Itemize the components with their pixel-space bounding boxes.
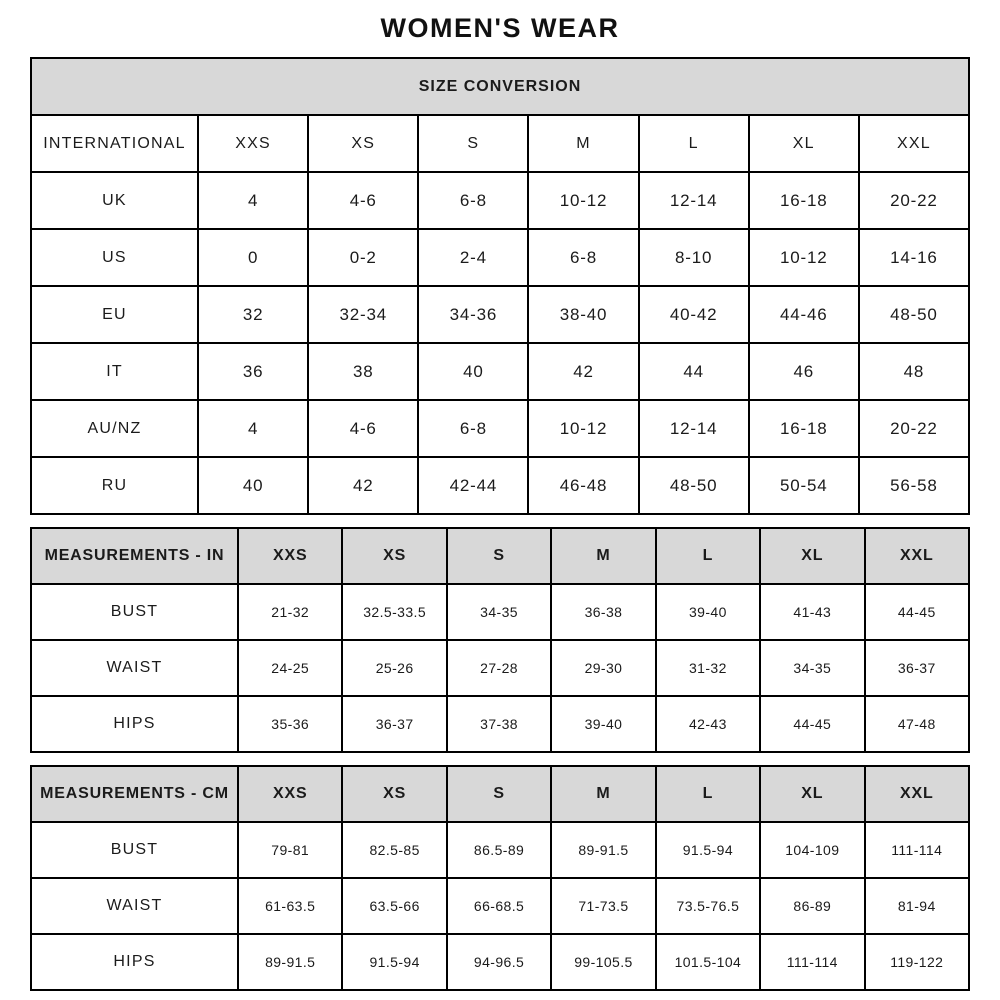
cell-value: 86.5-89 xyxy=(447,822,551,878)
table-row xyxy=(31,343,969,400)
cell-value: 12-14 xyxy=(639,400,749,457)
cell-value: 4-6 xyxy=(308,400,418,457)
column-header: L xyxy=(656,528,760,584)
cell-value: 32-34 xyxy=(308,286,418,343)
row-label: WAIST xyxy=(31,878,238,934)
cell-value: 99-105.5 xyxy=(551,934,655,990)
column-header: S xyxy=(447,766,551,822)
cell-value: 48-50 xyxy=(859,286,969,343)
row-label: AU/NZ xyxy=(31,400,198,457)
cell-value: 16-18 xyxy=(749,172,859,229)
cell-value: 56-58 xyxy=(859,457,969,514)
cell-value: 89-91.5 xyxy=(551,822,655,878)
table-row xyxy=(31,696,969,752)
measurements-in-section xyxy=(30,527,970,753)
cell-value: 31-32 xyxy=(656,640,760,696)
cell-value: 42 xyxy=(528,343,638,400)
cell-value: 39-40 xyxy=(656,584,760,640)
cell-value: 73.5-76.5 xyxy=(656,878,760,934)
measurements-cm-section xyxy=(30,765,970,991)
cell-value: 89-91.5 xyxy=(238,934,342,990)
cell-value: 2-4 xyxy=(418,229,528,286)
header-row xyxy=(31,766,969,822)
column-header: XXS xyxy=(198,115,308,172)
table-header-label: MEASUREMENTS - IN xyxy=(31,528,238,584)
row-label: EU xyxy=(31,286,198,343)
cell-value: 10-12 xyxy=(528,172,638,229)
cell-value: 42-43 xyxy=(656,696,760,752)
cell-value: 6-8 xyxy=(418,172,528,229)
cell-value: 42 xyxy=(308,457,418,514)
row-label: HIPS xyxy=(31,934,238,990)
cell-value: 44-46 xyxy=(749,286,859,343)
cell-value: 12-14 xyxy=(639,172,749,229)
row-label: BUST xyxy=(31,822,238,878)
cell-value: 79-81 xyxy=(238,822,342,878)
cell-value: 36 xyxy=(198,343,308,400)
table-row xyxy=(31,229,969,286)
page-title: WOMEN'S WEAR xyxy=(380,13,620,43)
column-header: XXS xyxy=(238,528,342,584)
column-header: XXL xyxy=(859,115,969,172)
table-row xyxy=(31,878,969,934)
table-row xyxy=(31,457,969,514)
cell-value: 6-8 xyxy=(418,400,528,457)
cell-value: 47-48 xyxy=(865,696,969,752)
cell-value: 44-45 xyxy=(760,696,864,752)
cell-value: 36-38 xyxy=(551,584,655,640)
column-header: M xyxy=(551,528,655,584)
row-label: RU xyxy=(31,457,198,514)
cell-value: 27-28 xyxy=(447,640,551,696)
cell-value: 111-114 xyxy=(760,934,864,990)
cell-value: 91.5-94 xyxy=(656,822,760,878)
cell-value: 36-37 xyxy=(342,696,446,752)
measurements-cm-table xyxy=(30,765,970,991)
cell-value: 6-8 xyxy=(528,229,638,286)
cell-value: 10-12 xyxy=(528,400,638,457)
row-label: UK xyxy=(31,172,198,229)
cell-value: 39-40 xyxy=(551,696,655,752)
column-header: XL xyxy=(760,528,864,584)
cell-value: 4 xyxy=(198,172,308,229)
cell-value: 37-38 xyxy=(447,696,551,752)
table-row xyxy=(31,584,969,640)
column-header: M xyxy=(528,115,638,172)
column-header: XL xyxy=(760,766,864,822)
cell-value: 32.5-33.5 xyxy=(342,584,446,640)
cell-value: 34-36 xyxy=(418,286,528,343)
cell-value: 41-43 xyxy=(760,584,864,640)
column-header: XS xyxy=(308,115,418,172)
row-label: WAIST xyxy=(31,640,238,696)
row-label: BUST xyxy=(31,584,238,640)
cell-value: 91.5-94 xyxy=(342,934,446,990)
table-row xyxy=(31,822,969,878)
measurements-in-table xyxy=(30,527,970,753)
cell-value: 4 xyxy=(198,400,308,457)
cell-value: 101.5-104 xyxy=(656,934,760,990)
cell-value: 34-35 xyxy=(760,640,864,696)
header-row xyxy=(31,528,969,584)
row-label: US xyxy=(31,229,198,286)
cell-value: 44-45 xyxy=(865,584,969,640)
column-header: XL xyxy=(749,115,859,172)
cell-value: 4-6 xyxy=(308,172,418,229)
cell-value: 21-32 xyxy=(238,584,342,640)
cell-value: 81-94 xyxy=(865,878,969,934)
cell-value: 8-10 xyxy=(639,229,749,286)
table-title: SIZE CONVERSION xyxy=(31,58,969,115)
table-row xyxy=(31,934,969,990)
cell-value: 71-73.5 xyxy=(551,878,655,934)
cell-value: 32 xyxy=(198,286,308,343)
cell-value: 63.5-66 xyxy=(342,878,446,934)
cell-value: 46 xyxy=(749,343,859,400)
cell-value: 16-18 xyxy=(749,400,859,457)
size-conversion-table xyxy=(30,57,970,515)
cell-value: 40 xyxy=(198,457,308,514)
table-row xyxy=(31,286,969,343)
table-header-label: MEASUREMENTS - CM xyxy=(31,766,238,822)
row-label: HIPS xyxy=(31,696,238,752)
column-header: L xyxy=(656,766,760,822)
column-header: S xyxy=(447,528,551,584)
cell-value: 29-30 xyxy=(551,640,655,696)
cell-value: 38 xyxy=(308,343,418,400)
table-header-label: INTERNATIONAL xyxy=(31,115,198,172)
cell-value: 40 xyxy=(418,343,528,400)
cell-value: 0 xyxy=(198,229,308,286)
cell-value: 10-12 xyxy=(749,229,859,286)
cell-value: 40-42 xyxy=(639,286,749,343)
cell-value: 42-44 xyxy=(418,457,528,514)
column-header: M xyxy=(551,766,655,822)
column-header: XXL xyxy=(865,528,969,584)
cell-value: 24-25 xyxy=(238,640,342,696)
cell-value: 46-48 xyxy=(528,457,638,514)
cell-value: 35-36 xyxy=(238,696,342,752)
column-header: XS xyxy=(342,528,446,584)
cell-value: 82.5-85 xyxy=(342,822,446,878)
size-conversion-section xyxy=(30,57,970,515)
column-header: L xyxy=(639,115,749,172)
cell-value: 104-109 xyxy=(760,822,864,878)
cell-value: 48 xyxy=(859,343,969,400)
table-title-row xyxy=(31,58,969,115)
cell-value: 119-122 xyxy=(865,934,969,990)
header-row xyxy=(31,115,969,172)
cell-value: 25-26 xyxy=(342,640,446,696)
cell-value: 111-114 xyxy=(865,822,969,878)
cell-value: 94-96.5 xyxy=(447,934,551,990)
cell-value: 34-35 xyxy=(447,584,551,640)
cell-value: 20-22 xyxy=(859,400,969,457)
cell-value: 14-16 xyxy=(859,229,969,286)
column-header: XS xyxy=(342,766,446,822)
cell-value: 20-22 xyxy=(859,172,969,229)
column-header: S xyxy=(418,115,528,172)
cell-value: 66-68.5 xyxy=(447,878,551,934)
cell-value: 61-63.5 xyxy=(238,878,342,934)
column-header: XXL xyxy=(865,766,969,822)
cell-value: 50-54 xyxy=(749,457,859,514)
cell-value: 86-89 xyxy=(760,878,864,934)
table-row xyxy=(31,172,969,229)
cell-value: 44 xyxy=(639,343,749,400)
column-header: XXS xyxy=(238,766,342,822)
cell-value: 48-50 xyxy=(639,457,749,514)
table-row xyxy=(31,640,969,696)
cell-value: 0-2 xyxy=(308,229,418,286)
table-row xyxy=(31,400,969,457)
cell-value: 36-37 xyxy=(865,640,969,696)
row-label: IT xyxy=(31,343,198,400)
cell-value: 38-40 xyxy=(528,286,638,343)
